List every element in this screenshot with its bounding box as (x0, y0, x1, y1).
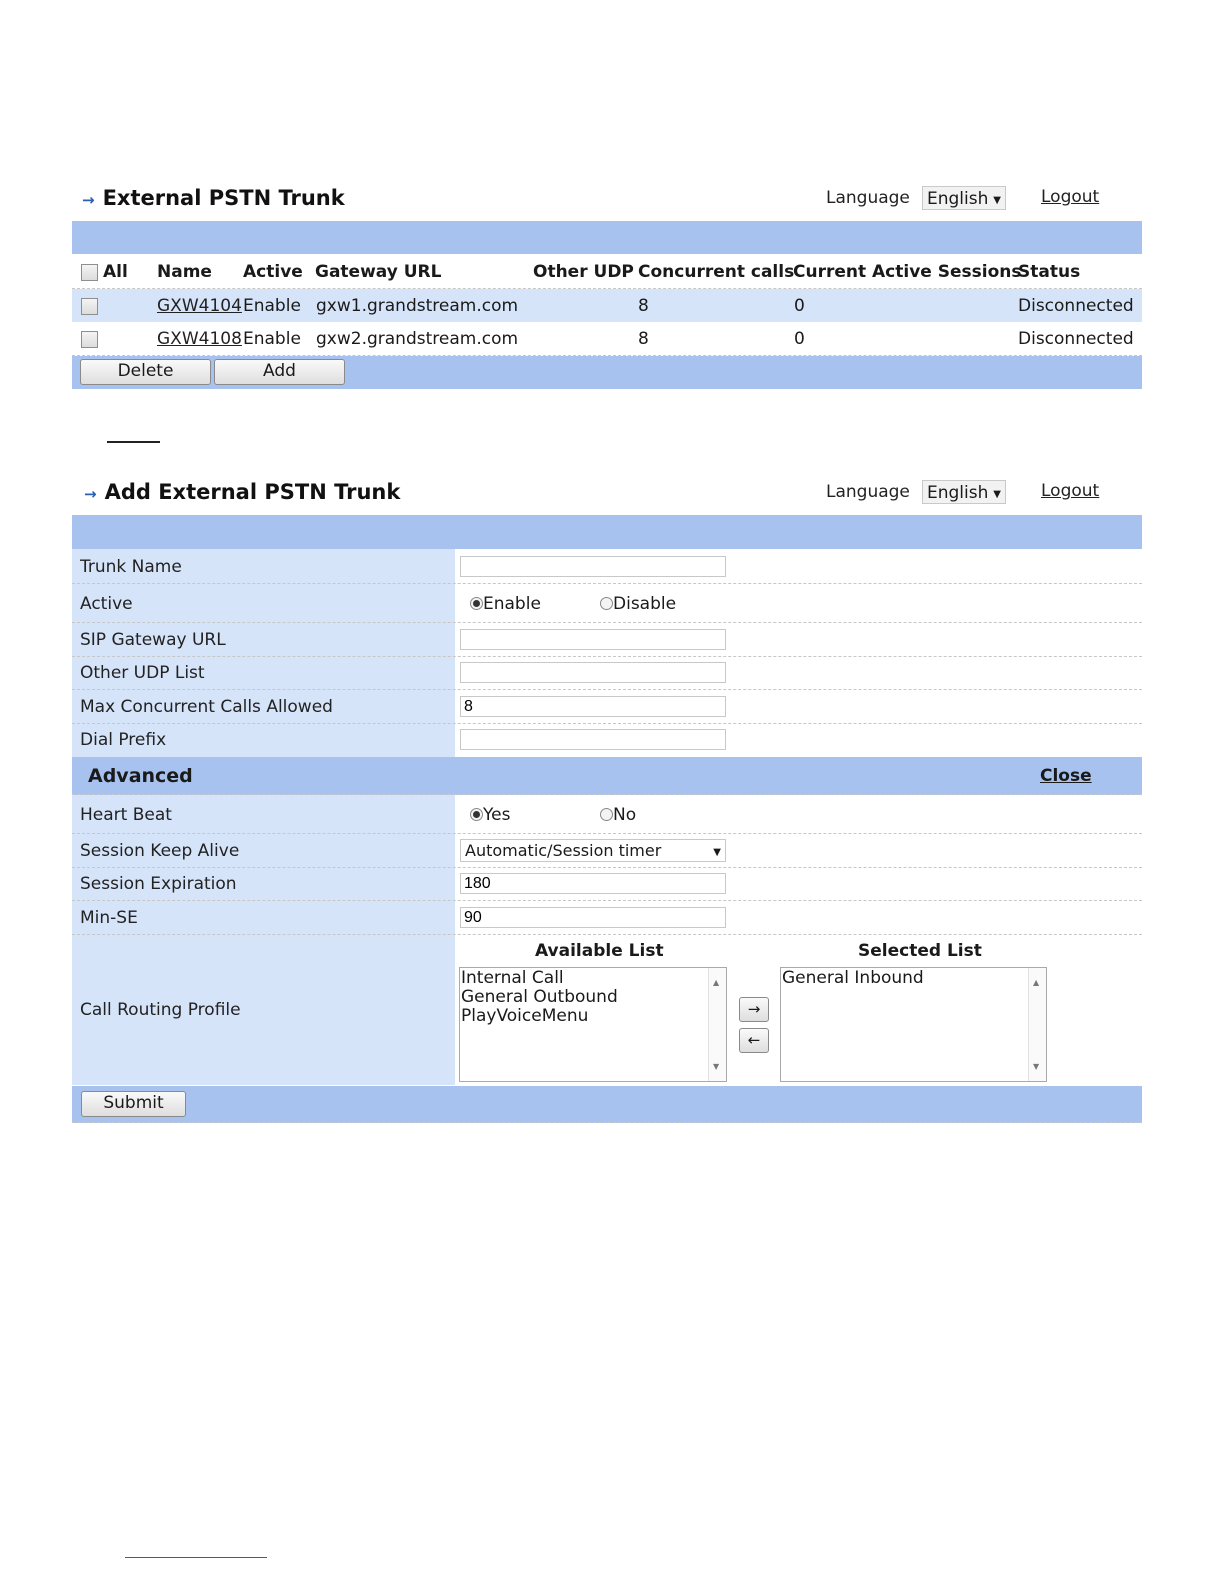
session-keep-alive-label: Session Keep Alive (80, 841, 240, 861)
logout-link[interactable]: Logout (1041, 187, 1100, 207)
add-button[interactable]: Add (214, 359, 345, 385)
logout-link[interactable]: Logout (1041, 481, 1100, 501)
selected-listbox[interactable] (780, 967, 1047, 1082)
scroll-up-icon[interactable]: ▲ (1033, 978, 1040, 987)
trunk-status: Disconnected (1018, 329, 1134, 349)
footer-line (125, 1557, 267, 1558)
chevron-down-icon: ▼ (993, 195, 1001, 206)
session-expiration-label: Session Expiration (80, 874, 237, 894)
trunk-active: Enable (243, 296, 301, 316)
yes-radio[interactable] (470, 808, 483, 821)
language-label: Language (826, 188, 910, 208)
list-item[interactable]: PlayVoiceMenu (461, 1006, 589, 1026)
column-other-udp: Other UDP (533, 262, 634, 282)
heart-beat-yes-option[interactable]: Yes (470, 805, 510, 825)
table-header (72, 255, 1142, 289)
column-current-active-sessions: Current Active Sessions (793, 262, 1022, 282)
heart-beat-no-option[interactable]: No (600, 805, 636, 825)
heart-beat-label: Heart Beat (80, 805, 172, 825)
column-gateway-url: Gateway URL (315, 262, 442, 282)
active-label: Active (80, 594, 133, 614)
trunk-gateway-url: gxw2.grandstream.com (316, 329, 519, 349)
session-keep-alive-select[interactable]: Automatic/Session timer ▼ (460, 839, 726, 862)
column-name: Name (157, 262, 212, 282)
other-udp-list-input[interactable] (460, 662, 726, 683)
list-item[interactable]: General Outbound (461, 987, 618, 1007)
dial-prefix-label: Dial Prefix (80, 730, 167, 750)
sip-gateway-url-label: SIP Gateway URL (80, 630, 226, 650)
selected-list-header: Selected List (858, 941, 982, 961)
trunk-gateway-url: gxw1.grandstream.com (316, 296, 519, 316)
scroll-up-icon[interactable]: ▲ (713, 978, 720, 987)
active-disable-option[interactable]: Disable (600, 594, 676, 614)
sip-gateway-url-input[interactable] (460, 629, 726, 650)
table-row (72, 289, 1142, 323)
row-checkbox[interactable] (81, 331, 98, 348)
max-concurrent-calls-label: Max Concurrent Calls Allowed (80, 697, 333, 717)
advanced-bar (72, 757, 1142, 795)
select-all-checkbox[interactable] (81, 264, 98, 281)
language-select[interactable]: English ▼ (922, 480, 1006, 504)
available-listbox[interactable] (459, 967, 727, 1082)
trunk-status: Disconnected (1018, 296, 1134, 316)
column-status: Status (1018, 262, 1081, 282)
dial-prefix-input[interactable] (460, 729, 726, 750)
trunk-list-header (82, 186, 345, 210)
add-form-header (84, 480, 400, 504)
trunk-name-link[interactable]: GXW4108 (157, 329, 242, 349)
trunk-concurrent-calls: 8 (638, 296, 649, 316)
list-item[interactable]: General Inbound (782, 968, 924, 988)
trunk-name-link[interactable]: GXW4104 (157, 296, 242, 316)
enable-radio[interactable] (470, 597, 483, 610)
chevron-down-icon: ▼ (713, 847, 721, 858)
call-routing-profile-label: Call Routing Profile (80, 1000, 241, 1020)
trunk-active-sessions: 0 (794, 296, 805, 316)
scroll-down-icon[interactable]: ▼ (713, 1062, 720, 1071)
trunk-active: Enable (243, 329, 301, 349)
trunk-active-sessions: 0 (794, 329, 805, 349)
trunk-name-label: Trunk Name (80, 557, 182, 577)
scroll-down-icon[interactable]: ▼ (1033, 1062, 1040, 1071)
divider (107, 441, 160, 443)
toolbar-bar (72, 221, 1142, 254)
advanced-title: Advanced (88, 765, 193, 787)
arrow-right-icon: → (82, 191, 95, 209)
other-udp-list-label: Other UDP List (80, 663, 205, 683)
delete-button[interactable]: Delete (80, 359, 211, 385)
scrollbar[interactable] (708, 968, 726, 1081)
list-item[interactable]: Internal Call (461, 968, 564, 988)
table-row (72, 322, 1142, 356)
trunk-name-input[interactable] (460, 556, 726, 577)
close-advanced-link[interactable]: Close (1040, 766, 1092, 786)
min-se-label: Min-SE (80, 908, 138, 928)
row-checkbox[interactable] (81, 298, 98, 315)
form-top-bar (72, 515, 1142, 549)
submit-bar (72, 1086, 1142, 1123)
scrollbar[interactable] (1028, 968, 1046, 1081)
language-select[interactable]: English ▼ (922, 186, 1006, 210)
column-all: All (103, 262, 128, 282)
move-left-button[interactable]: ← (739, 1028, 769, 1053)
page-title: External PSTN Trunk (102, 186, 345, 210)
form-title: Add External PSTN Trunk (104, 480, 401, 504)
trunk-concurrent-calls: 8 (638, 329, 649, 349)
available-list-header: Available List (535, 941, 664, 961)
language-label: Language (826, 482, 910, 502)
chevron-down-icon: ▼ (993, 489, 1001, 500)
no-radio[interactable] (600, 808, 613, 821)
move-right-button[interactable]: → (739, 997, 769, 1022)
submit-button[interactable]: Submit (81, 1091, 186, 1117)
column-concurrent-calls: Concurrent calls (638, 262, 795, 282)
disable-radio[interactable] (600, 597, 613, 610)
active-enable-option[interactable]: Enable (470, 594, 541, 614)
session-expiration-input[interactable] (460, 873, 726, 894)
min-se-input[interactable] (460, 907, 726, 928)
max-concurrent-calls-input[interactable] (460, 696, 726, 717)
arrow-right-icon: → (84, 485, 97, 503)
column-active: Active (243, 262, 303, 282)
